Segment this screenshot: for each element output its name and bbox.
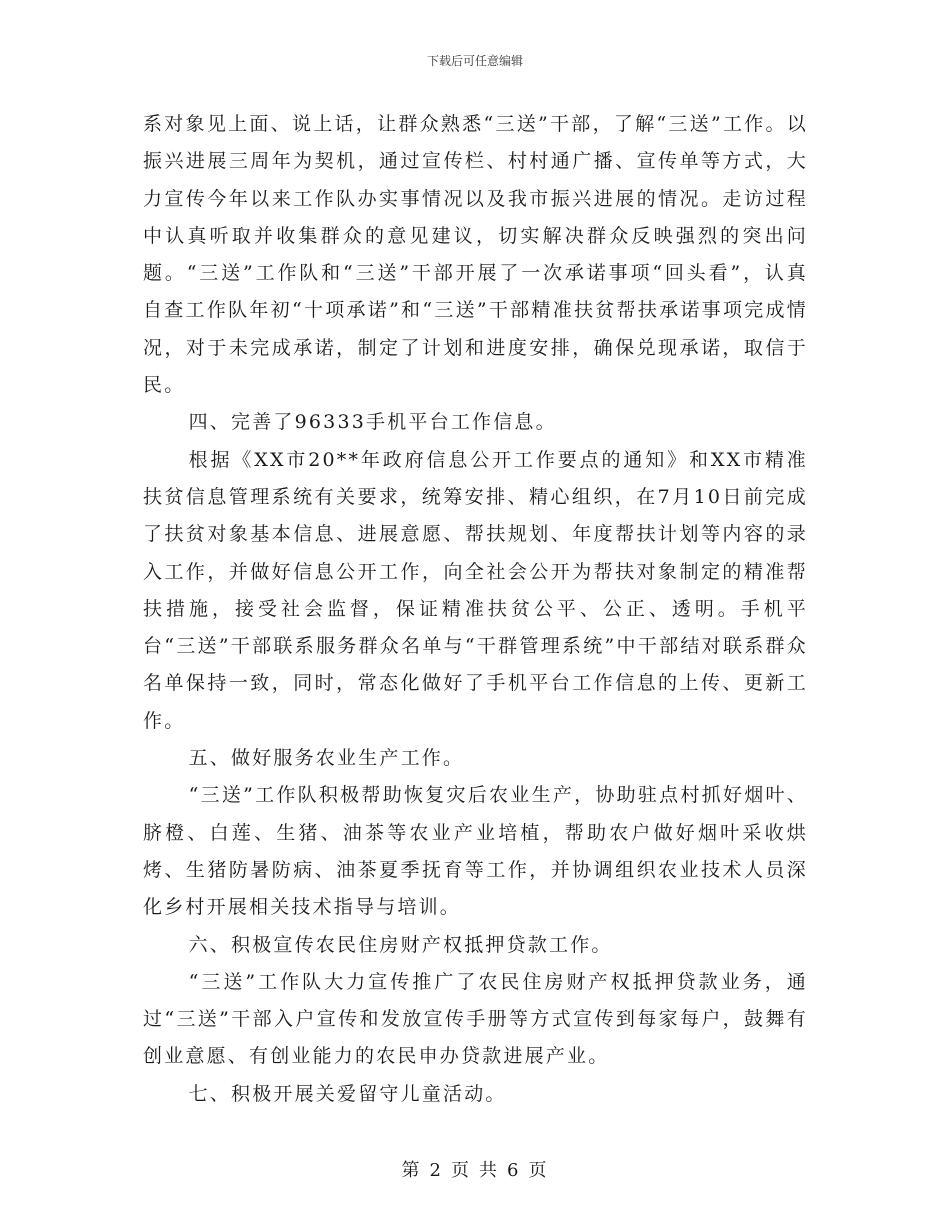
document-body [143,106,808,1113]
section-heading-5: 五、做好服务农业生产工作。 [188,747,465,770]
section-heading-6: 六、积极宣传农民住房财产权抵押贷款工作。 [188,933,613,956]
paragraph-outreach: 系对象见上面、说上话，让群众熟悉“三送”干部，了解“三送”工作。以振兴进展三周年为契机，通过宣传栏、村村通广播、宣传单等方式，大力宣传今年以来工作队办实事情况以及我市振兴进展的情况。走访过程中认真听取并收集群众的意见建议，切实解决群众反映强烈的突出问题。“三送”工作队和“三送”干部开展了一次承诺事项“回头看”，认真自查工作队年初“十项承诺”和“三送”干部精准扶贫帮扶承诺事项完成情况，对于未完成承诺，制定了计划和进度安排，确保兑现承诺，取信于民。 [143,113,808,397]
footer-page-word: 页 [451,1160,471,1181]
footer-suffix: 页 [528,1160,549,1181]
page-header-note: 下载后可任意编辑 [426,54,523,68]
footer-total-pages: 6 [507,1160,521,1181]
section-heading-7: 七、积极开展关爱留守儿童活动。 [188,1082,507,1105]
paragraph-agriculture: “三送”工作队积极帮助恢复灾后农业生产，协助驻点村抓好烟叶、脐橙、白莲、生猪、油茶等农业产业培植，帮助农户做好烟叶采收烘烤、生猪防暑防病、油茶夏季抚育等工作，并协调组织农业技术人员深化乡村开展相关技术指导与培训。 [143,784,808,919]
paragraph-mortgage-loan: “三送”工作队大力宣传推广了农民住房财产权抵押贷款业务，通过“三送”干部入户宣传和发放宣传手册等方式宣传到每家每户，鼓舞有创业意愿、有创业能力的农民申办贷款进展产业。 [143,970,808,1068]
footer-prefix: 第 [401,1160,422,1181]
footer-current-page: 2 [429,1160,443,1181]
footer-total-word: 共 [479,1160,499,1181]
section-heading-4: 四、完善了96333手机平台工作信息。 [188,411,557,434]
paragraph-mobile-platform: 根据《XX市20**年政府信息公开工作要点的通知》和XX市精准扶贫信息管理系统有关要求，统筹安排、精心组织，在7月10日前完成了扶贫对象基本信息、进展意愿、帮扶规划、年度帮扶计划等内容的录入工作，并做好信息公开工作，向全社会公开为帮扶对象制定的精准帮扶措施，接受社会监督，保证精准扶贫公平、公正、透明。手机平台“三送”干部联系服务群众名单与“干群管理系统”中干部结对联系群众名单保持一致，同时，常态化做好了手机平台工作信息的上传、更新工作。 [143,448,808,732]
page-footer [0,1156,950,1182]
